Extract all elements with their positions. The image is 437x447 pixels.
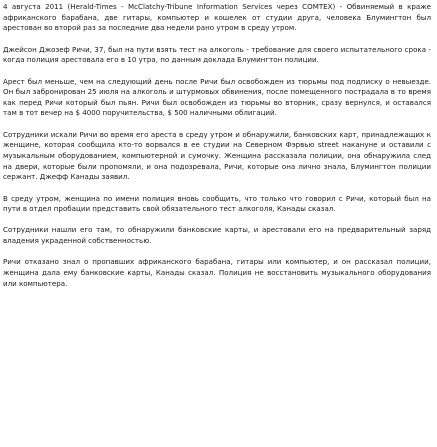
article-paragraph: Арест был меньше, чем на следующий день после Ричи был освобожден из тюрьмы под подписку о невыезде. Он был забронирован 25 июля на алкоголь и штурмовых обвинения, после помещенного пострадала в то время как перед Ричи который был пьян. Ричи был освобожден из тюрьмы во вторник, сразу вернулся, и оставался там в тот вечер на $ 4000 поручительства, $ 500 наличными облигаций. bbox=[3, 76, 431, 118]
article-body bbox=[3, 2, 431, 289]
article-paragraph: 4 августа 2011 (Herald-Times - McClatchy-Tribune Information Services через COMTEX) - Обвиняемый в краже африканского барабана, две гитары, компьютер и кошелек от студии друга, человека Блумингтон был арестован во второй раз за последние два недели рано утром в среду утром. bbox=[3, 2, 431, 33]
article-paragraph: Джейсон Джозеф Ричи, 37, был на пути взять тест на алкоголь - требование для своего испытательного срока - когда полиция арестовала его в 10 утра, по данным доклада Блумингтон полиции. bbox=[3, 44, 431, 65]
article-paragraph: Сотрудники искали Ричи во время его ареста в среду утром и обнаружили, банковских карт, принадлежащих к женщине, которая сообщила кто-то ворвался в ее студии на Северном Фэрвью street накануне и оставили с музыкальным оборудованием, компьютерной и сумочку. Женщина рассказала полиции, она обнаружила след на двери, которые были пропомяли, и она подозревала, Ричи, которые она лично знала, Блумингтон полиции сержант. Джефф Канады заявил. bbox=[3, 129, 431, 182]
article-paragraph: В среду утром, женщина по имени полиция вновь сообщить, что только что говорил с Ричи, который был на пути в отдел пробации представить свой обязательного тест алкоголя, Канады сказал. bbox=[3, 193, 431, 214]
article-paragraph: Сотрудники нашли его там, то обнаружили банковские карты, и арестовали его на предварительный заряд владения украденной собственностью. bbox=[3, 225, 431, 246]
article-paragraph: Ричи отказано знал о пропавших африканского барабана, гитары или компьютер, и он рассказал полиции, женщина дала ему банковские карты, Канады сказал. Полиция не восстановить музыкального оборудования или компьютера. bbox=[3, 257, 431, 288]
